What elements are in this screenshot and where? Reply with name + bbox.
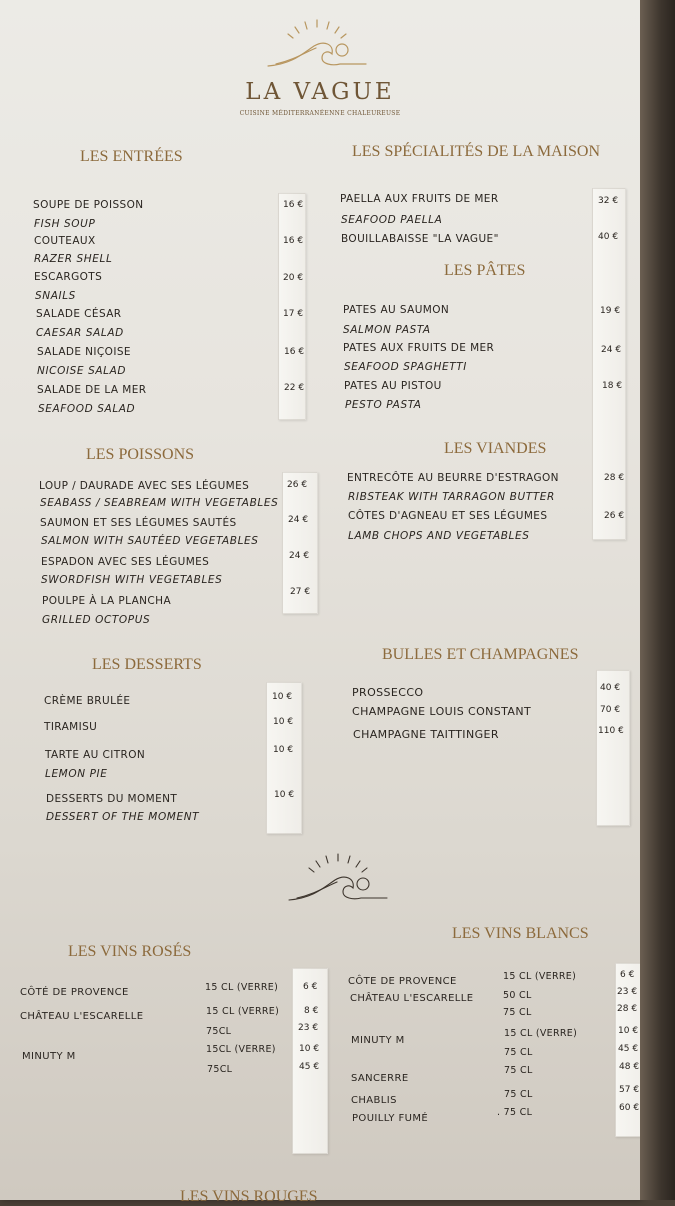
menu-item-name: CÔTÉ DE PROVENCE	[20, 987, 129, 998]
section-title-bulles: BULLES ET CHAMPAGNES	[382, 646, 579, 663]
menu-item-price: 16 €	[284, 347, 305, 357]
menu-item-name: PATES AU SAUMON	[343, 304, 450, 316]
menu-item-volume: 15 CL (VERRE)	[504, 1028, 578, 1039]
menu-item-translation: LEMON PIE	[45, 768, 108, 780]
price-column-desserts	[266, 682, 302, 834]
section-title-entrees: LES ENTRÉES	[80, 148, 183, 165]
menu-item-name: MINUTY M	[22, 1051, 76, 1062]
menu-item-translation: NICOISE SALAD	[37, 365, 127, 377]
menu-item-price: 6 €	[620, 970, 635, 980]
menu-item-price: 57 €	[619, 1085, 640, 1095]
section-title-rouges: LES VINS ROUGES	[180, 1188, 318, 1205]
menu-item-price: 17 €	[283, 309, 304, 319]
menu-item-price: 22 €	[284, 383, 305, 393]
menu-item-price: 10 €	[273, 745, 294, 755]
menu-item-price: 8 €	[304, 1006, 319, 1016]
menu-item-price: 32 €	[598, 196, 619, 206]
section-title-specialites: LES SPÉCIALITÉS DE LA MAISON	[352, 143, 601, 160]
menu-item-name: TIRAMISU	[44, 721, 98, 733]
menu-item-price: 45 €	[299, 1062, 320, 1072]
menu-item-translation: LAMB CHOPS AND VEGETABLES	[348, 530, 530, 542]
menu-item-price: 70 €	[600, 705, 621, 715]
menu-item-name: DESSERTS DU MOMENT	[46, 793, 178, 805]
menu-item-volume: 75 CL	[503, 1007, 532, 1018]
menu-item-translation: RAZER SHELL	[34, 253, 113, 265]
menu-item-price: 19 €	[600, 306, 621, 316]
menu-item-name: TARTE AU CITRON	[45, 749, 146, 761]
menu-item-price: 10 €	[618, 1026, 639, 1036]
menu-item-price: 60 €	[619, 1103, 640, 1113]
menu-item-name: POULPE À LA PLANCHA	[42, 595, 172, 607]
wave-sun-logo	[262, 14, 372, 74]
menu-item-volume: 15 CL (VERRE)	[206, 1006, 280, 1017]
menu-item-name: BOUILLABAISSE "LA VAGUE"	[341, 233, 499, 245]
menu-item-translation: SEAFOOD SPAGHETTI	[344, 361, 467, 373]
menu-item-translation: CAESAR SALAD	[36, 327, 124, 339]
section-title-roses: LES VINS ROSÉS	[68, 943, 192, 960]
menu-item-price: 48 €	[619, 1062, 640, 1072]
price-column-bulles	[596, 670, 630, 826]
menu-item-volume: 75 CL	[504, 1065, 533, 1076]
menu-item-name: SOUPE DE POISSON	[33, 199, 144, 211]
menu-item-price: 27 €	[290, 587, 311, 597]
section-title-poissons: LES POISSONS	[86, 446, 195, 463]
menu-item-price: 26 €	[604, 511, 625, 521]
menu-item-volume: 75 CL	[504, 1047, 533, 1058]
section-title-pates: LES PÂTES	[444, 262, 526, 279]
menu-item-price: 10 €	[274, 790, 295, 800]
table-edge	[640, 0, 675, 1200]
menu-item-name: PATES AU PISTOU	[344, 380, 442, 392]
menu-item-translation: RIBSTEAK WITH TARRAGON BUTTER	[348, 491, 555, 503]
menu-item-translation: SALMON WITH SAUTÉED VEGETABLES	[41, 535, 259, 547]
menu-item-name: CHAMPAGNE TAITTINGER	[353, 728, 499, 741]
menu-item-name: CHÂTEAU L'ESCARELLE	[20, 1011, 144, 1022]
menu-item-price: 110 €	[598, 726, 624, 736]
menu-item-volume: 15 CL (VERRE)	[503, 971, 577, 982]
menu-item-price: 24 €	[601, 345, 622, 355]
menu-item-price: 20 €	[283, 273, 304, 283]
menu-item-name: LOUP / DAURADE AVEC SES LÉGUMES	[39, 480, 250, 492]
menu-item-translation: PESTO PASTA	[345, 399, 422, 411]
menu-item-translation: SALMON PASTA	[343, 324, 431, 336]
menu-item-price: 28 €	[604, 473, 625, 483]
menu-item-price: 28 €	[617, 1004, 638, 1014]
menu-item-price: 16 €	[283, 200, 304, 210]
menu-item-name: CÔTES D'AGNEAU ET SES LÉGUMES	[348, 510, 548, 522]
menu-item-name: MINUTY M	[351, 1035, 405, 1046]
menu-item-price: 40 €	[600, 683, 621, 693]
menu-item-volume: 75CL	[207, 1064, 233, 1075]
menu-item-price: 24 €	[289, 551, 310, 561]
menu-item-name: ESCARGOTS	[34, 271, 103, 283]
menu-item-translation: SEAFOOD PAELLA	[341, 214, 443, 226]
menu-item-name: CRÈME BRULÉE	[44, 695, 131, 707]
menu-item-translation: GRILLED OCTOPUS	[42, 614, 151, 626]
menu-item-price: 10 €	[299, 1044, 320, 1054]
menu-item-price: 26 €	[287, 480, 308, 490]
menu-item-name: SANCERRE	[351, 1073, 409, 1084]
menu-item-name: PAELLA AUX FRUITS DE MER	[340, 193, 499, 205]
restaurant-name: LA VAGUE	[245, 79, 395, 105]
menu-item-translation: SEABASS / SEABREAM WITH VEGETABLES	[40, 497, 279, 509]
menu-item-translation: DESSERT OF THE MOMENT	[46, 811, 200, 823]
menu-item-name: CHÂTEAU L'ESCARELLE	[350, 993, 474, 1004]
menu-item-price: 45 €	[618, 1044, 639, 1054]
menu-item-price: 24 €	[288, 515, 309, 525]
menu-item-price: 10 €	[272, 692, 293, 702]
tagline: CUISINE MÉDITERRANÉENNE CHALEUREUSE	[239, 110, 401, 117]
menu-item-volume: . 75 CL	[497, 1107, 533, 1118]
menu-item-price: 10 €	[273, 717, 294, 727]
menu-item-name: PROSSECCO	[352, 686, 424, 699]
menu-item-volume: 75CL	[206, 1026, 232, 1037]
section-title-desserts: LES DESSERTS	[92, 656, 202, 673]
menu-item-name: COUTEAUX	[34, 235, 96, 247]
menu-item-price: 16 €	[283, 236, 304, 246]
menu-item-volume: 15CL (VERRE)	[206, 1044, 276, 1055]
menu-item-volume: 15 CL (VERRE)	[205, 982, 279, 993]
wave-sun-logo	[283, 848, 393, 908]
menu-item-name: CHAMPAGNE LOUIS CONSTANT	[352, 705, 532, 718]
menu-item-name: ENTRECÔTE AU BEURRE D'ESTRAGON	[347, 472, 559, 484]
menu-item-price: 18 €	[602, 381, 623, 391]
price-column-roses	[292, 968, 328, 1154]
menu-item-name: SAUMON ET SES LÉGUMES SAUTÉS	[40, 517, 237, 529]
menu-item-translation: FISH SOUP	[34, 218, 96, 230]
menu-item-price: 23 €	[298, 1023, 319, 1033]
section-title-viandes: LES VIANDES	[444, 440, 547, 457]
menu-item-name: SALADE CÉSAR	[36, 308, 122, 320]
menu-item-translation: SEAFOOD SALAD	[38, 403, 136, 415]
menu-item-volume: 75 CL	[504, 1089, 533, 1100]
menu-item-price: 6 €	[303, 982, 318, 992]
menu-item-price: 23 €	[617, 987, 638, 997]
section-title-blancs: LES VINS BLANCS	[452, 925, 589, 942]
menu-item-price: 40 €	[598, 232, 619, 242]
menu-item-name: CHABLIS	[351, 1095, 397, 1106]
menu-item-name: CÔTE DE PROVENCE	[348, 976, 457, 987]
menu-item-translation: SNAILS	[35, 290, 76, 302]
menu-item-name: SALADE NIÇOISE	[37, 346, 131, 358]
menu-item-translation: SWORDFISH WITH VEGETABLES	[41, 574, 223, 586]
menu-item-name: POUILLY FUMÉ	[352, 1113, 429, 1124]
menu-item-name: SALADE DE LA MER	[37, 384, 147, 396]
menu-item-name: ESPADON AVEC SES LÉGUMES	[41, 556, 210, 568]
menu-item-volume: 50 CL	[503, 990, 532, 1001]
menu-item-name: PATES AUX FRUITS DE MER	[343, 342, 495, 354]
